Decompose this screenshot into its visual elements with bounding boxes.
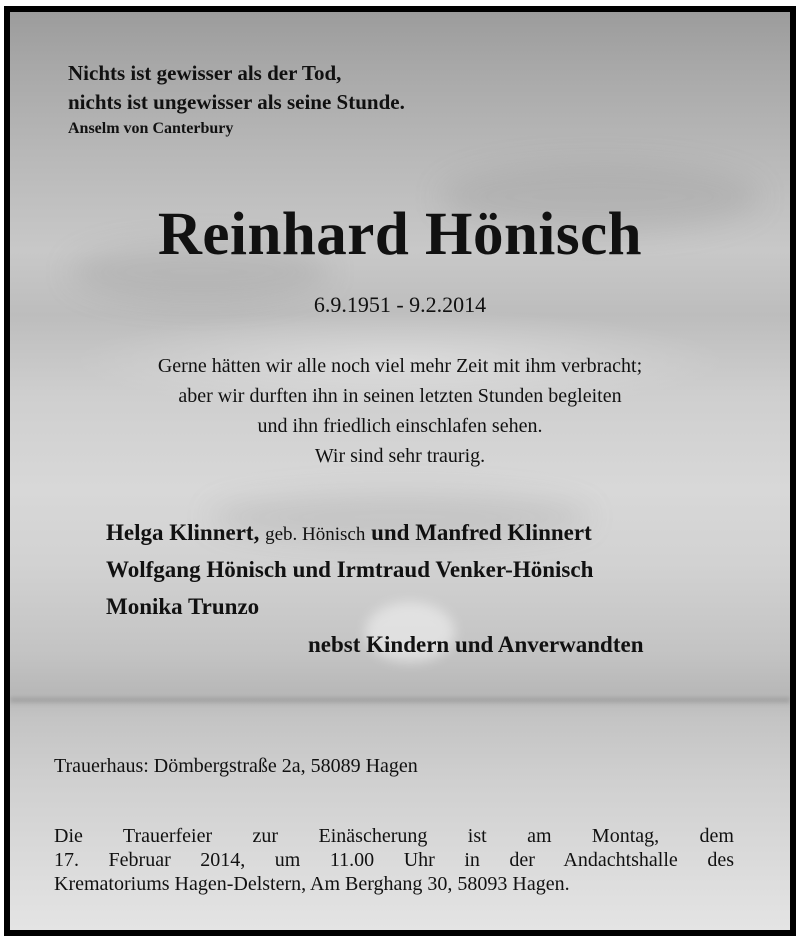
deceased-name: Reinhard Hönisch [157,201,643,268]
message-line: und ihn friedlich einschlafen sehen. [257,415,543,437]
mourning-house-address: Trauerhaus: Dömbergstraße 2a, 58089 Hagen [54,755,418,777]
family-line-2: Wolfgang Hönisch und Irmtraud Venker-Hönisch [106,557,594,582]
family-member-name: Helga Klinnert, [106,520,260,545]
obituary-notice [4,6,796,936]
ceremony-line: Die Trauerfeier zur Einäscherung ist am Montag, dem [54,825,734,847]
message-line: Gerne hätten wir alle noch viel mehr Zeit mit ihm verbracht; [157,355,643,377]
ceremony-line: 17. Februar 2014, um 11.00 Uhr in der Andachtshalle des [54,849,734,871]
family-line-3: Monika Trunzo [106,594,260,619]
maiden-name: geb. Hönisch [265,524,366,545]
family-line-1 [106,520,592,546]
quote-author: Anselm von Canterbury [68,120,234,137]
ceremony-line: Krematoriums Hagen-Delstern, Am Berghang 30, 58093 Hagen. [54,873,570,895]
quote-line-1: Nichts ist gewisser als der Tod, [68,61,342,85]
quote-line-2: nichts ist ungewisser als seine Stunde. [68,90,405,114]
life-dates: 6.9.1951 - 9.2.2014 [313,292,487,317]
background-horizon [10,697,790,703]
family-member-partner: und Manfred Klinnert [371,520,592,545]
ceremony-details [54,824,734,896]
message-line: Wir sind sehr traurig. [314,445,486,467]
relatives-line: nebst Kindern und Anverwandten [308,632,644,657]
message-line: aber wir durften ihn in seinen letzten Stunden begleiten [178,385,622,407]
